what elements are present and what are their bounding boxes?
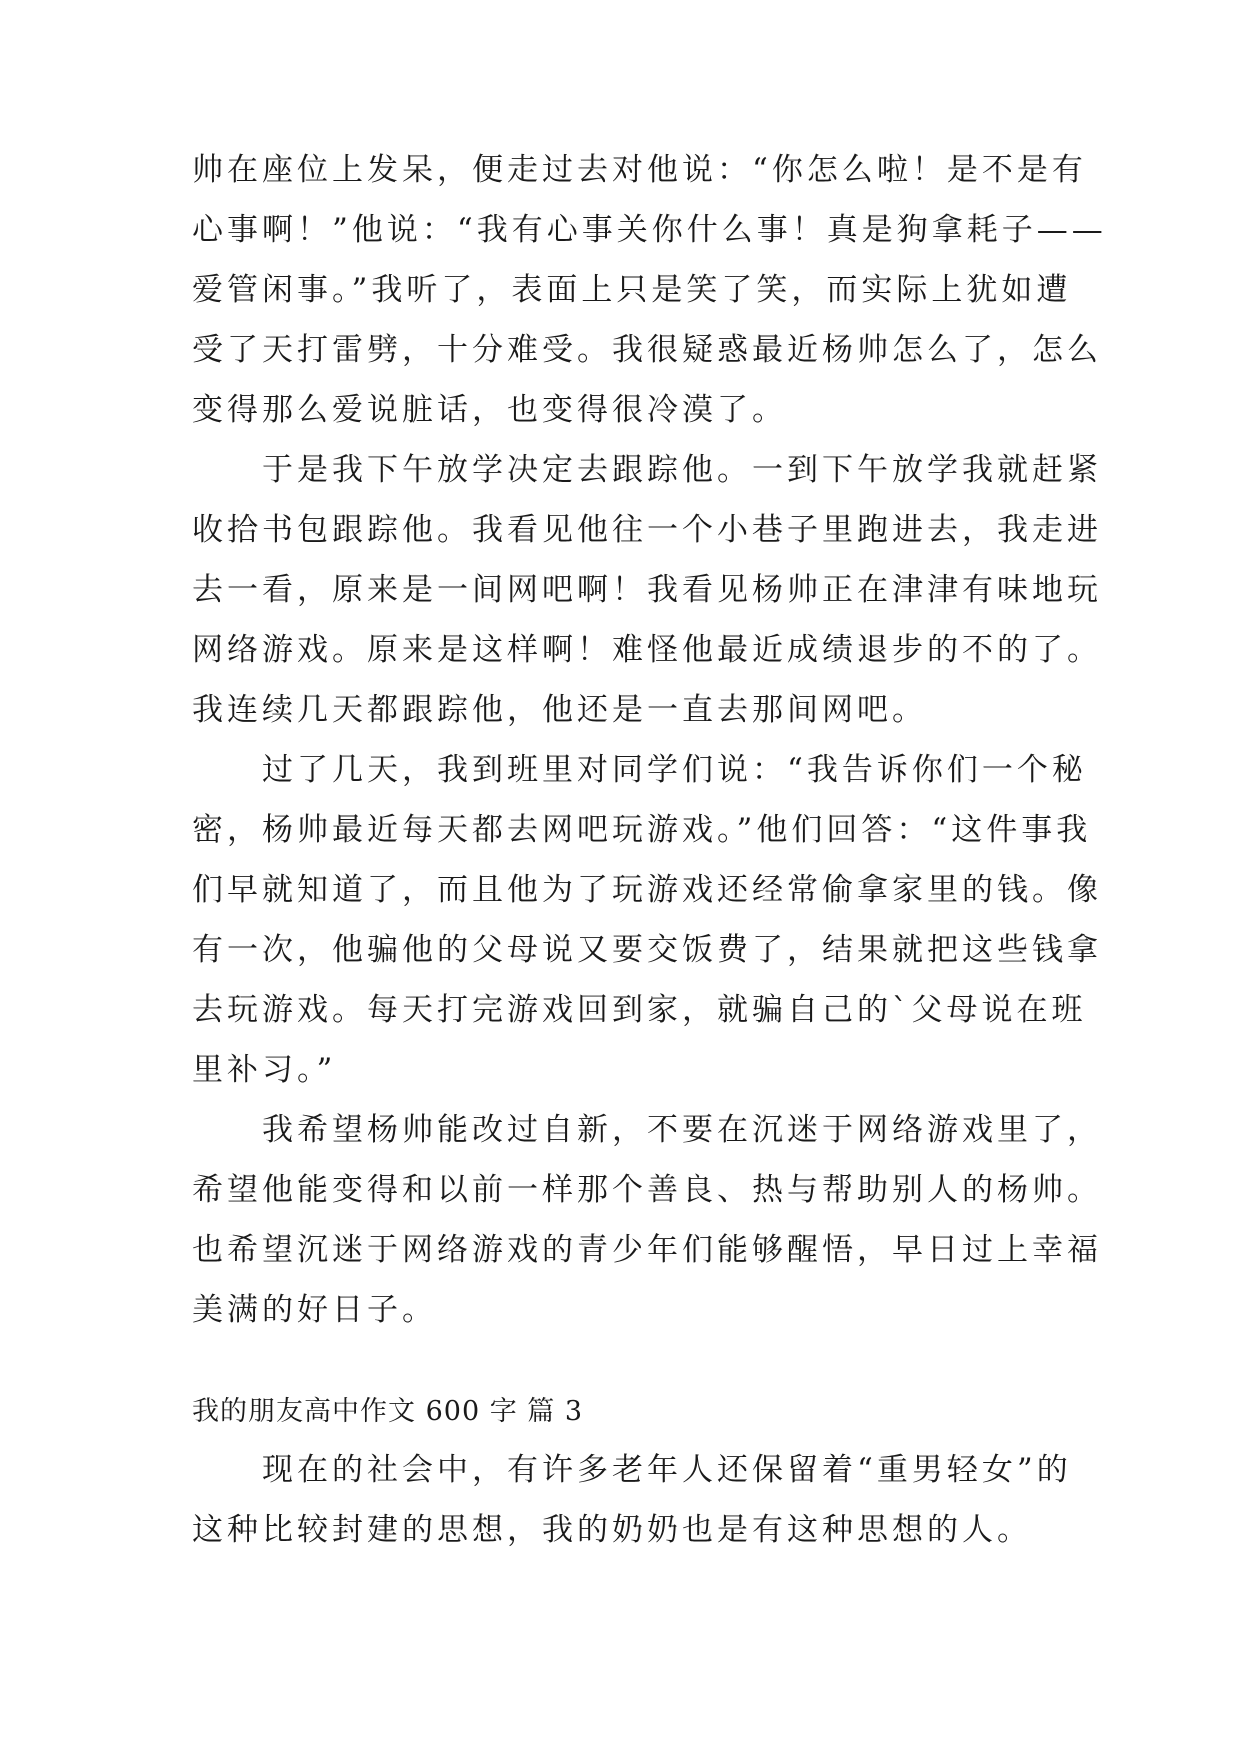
text-line: 于是我下午放学决定去跟踪他。一到下午放学我就赶紧 [192, 452, 1102, 488]
text-line: 过了几天，我到班里对同学们说：“我告诉你们一个秘 [192, 752, 1087, 788]
text-line: 里补习。” [192, 1052, 337, 1088]
text-line: 现在的社会中，有许多老年人还保留着“重男轻女”的 [192, 1452, 1072, 1488]
text-line: 们早就知道了，而且他为了玩游戏还经常偷拿家里的钱。像 [192, 872, 1102, 908]
text-line: 心事啊！”他说：“我有心事关你什么事！真是狗拿耗子—— [192, 212, 1107, 248]
text-line: 变得那么爱说脏话，也变得很冷漠了。 [192, 392, 787, 428]
text-line: 密，杨帅最近每天都去网吧玩游戏。”他们回答：“这件事我 [192, 812, 1092, 848]
text-line: 我连续几天都跟踪他，他还是一直去那间网吧。 [192, 692, 927, 728]
text-line: 美满的好日子。 [192, 1292, 437, 1328]
text-line: 网络游戏。原来是这样啊！难怪他最近成绩退步的不的了。 [192, 632, 1102, 668]
text-line: 爱管闲事。”我听了，表面上只是笑了笑，而实际上犹如遭 [192, 272, 1072, 308]
text-line: 去玩游戏。每天打完游戏回到家，就骗自己的`父母说在班 [192, 992, 1087, 1028]
section-heading: 我的朋友高中作文 600 字 篇 3 [192, 1396, 584, 1427]
text-line: 我希望杨帅能改过自新，不要在沉迷于网络游戏里了， [192, 1112, 1102, 1148]
text-line: 去一看，原来是一间网吧啊！我看见杨帅正在津津有味地玩 [192, 572, 1102, 608]
text-line: 希望他能变得和以前一样那个善良、热与帮助别人的杨帅。 [192, 1172, 1102, 1208]
text-line: 受了天打雷劈，十分难受。我很疑惑最近杨帅怎么了，怎么 [192, 332, 1102, 368]
text-line: 有一次，他骗他的父母说又要交饭费了，结果就把这些钱拿 [192, 932, 1102, 968]
text-line: 也希望沉迷于网络游戏的青少年们能够醒悟，早日过上幸福 [192, 1232, 1102, 1268]
text-line: 收拾书包跟踪他。我看见他往一个小巷子里跑进去，我走进 [192, 512, 1102, 548]
text-line: 这种比较封建的思想，我的奶奶也是有这种思想的人。 [192, 1512, 1032, 1548]
text-line: 帅在座位上发呆，便走过去对他说：“你怎么啦！是不是有 [192, 152, 1087, 188]
